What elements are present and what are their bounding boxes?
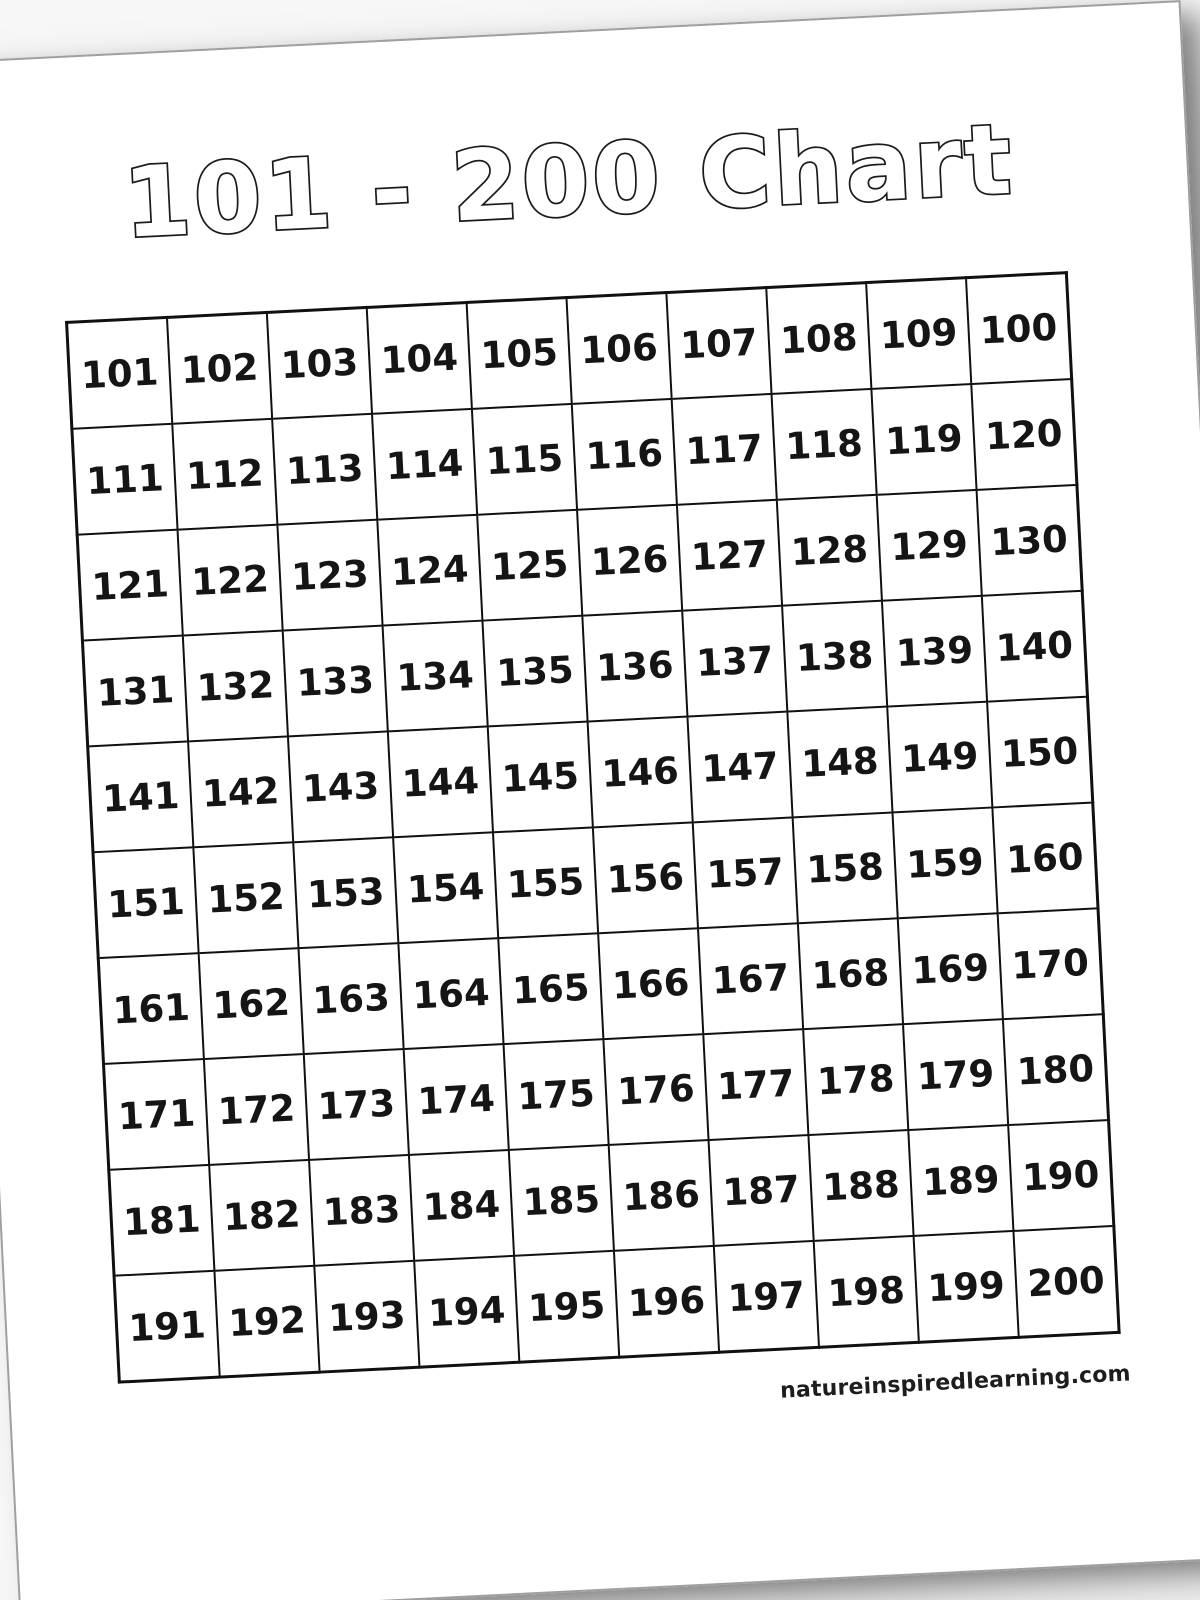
grid-cell: 180 <box>1003 1014 1109 1125</box>
grid-cell: 173 <box>304 1049 409 1160</box>
grid-cell: 191 <box>114 1271 220 1382</box>
grid-cell: 149 <box>887 702 992 813</box>
grid-cell: 167 <box>698 923 803 1034</box>
website-credit: natureinspiredlearning.com <box>779 1361 1132 1404</box>
grid-cell: 172 <box>204 1054 309 1165</box>
grid-cell: 150 <box>987 697 1093 808</box>
grid-cell: 162 <box>199 948 304 1059</box>
grid-cell: 198 <box>814 1236 919 1347</box>
grid-cell: 196 <box>614 1246 719 1357</box>
grid-cell: 101 <box>67 317 173 428</box>
grid-cell: 184 <box>409 1150 514 1261</box>
grid-cell: 124 <box>377 515 482 626</box>
grid-cell: 183 <box>309 1155 414 1266</box>
grid-cell: 181 <box>109 1165 215 1276</box>
grid-cell: 131 <box>82 636 188 747</box>
grid-cell: 111 <box>72 424 178 535</box>
grid-cell: 178 <box>803 1024 908 1135</box>
grid-cell: 120 <box>971 379 1077 490</box>
grid-cell: 116 <box>572 399 677 510</box>
grid-cell: 161 <box>98 953 204 1064</box>
grid-cell: 134 <box>383 621 488 732</box>
number-grid <box>65 271 1121 1384</box>
grid-cell: 168 <box>798 918 903 1029</box>
grid-cell: 136 <box>582 611 687 722</box>
grid-cell: 119 <box>871 384 976 495</box>
grid-cell: 135 <box>482 616 587 727</box>
grid-cell: 106 <box>566 293 671 404</box>
grid-cell: 141 <box>88 741 194 852</box>
grid-cell: 140 <box>982 591 1088 702</box>
grid-cell: 182 <box>209 1160 314 1271</box>
grid-cell: 139 <box>882 596 987 707</box>
grid-cell: 152 <box>193 842 298 953</box>
grid-cell: 200 <box>1013 1226 1119 1337</box>
grid-cell: 117 <box>672 394 777 505</box>
grid-cell: 115 <box>472 404 577 515</box>
grid-cell: 158 <box>793 812 898 923</box>
grid-cell: 121 <box>77 530 183 641</box>
grid-cell: 107 <box>666 288 771 399</box>
grid-cell: 174 <box>404 1044 509 1155</box>
grid-cell: 132 <box>183 631 288 742</box>
grid-cell: 142 <box>188 736 293 847</box>
grid-cell: 146 <box>588 717 693 828</box>
grid-cell: 166 <box>598 928 703 1039</box>
grid-cell: 187 <box>709 1135 814 1246</box>
grid-cell: 165 <box>498 933 603 1044</box>
grid-cell: 189 <box>908 1125 1013 1236</box>
grid-cell: 177 <box>703 1029 808 1140</box>
grid-cell: 130 <box>977 485 1083 596</box>
grid-cell: 100 <box>966 273 1072 384</box>
grid-cell: 125 <box>477 510 582 621</box>
grid-cell: 118 <box>772 389 877 500</box>
grid-cell: 133 <box>283 626 388 737</box>
grid-cell: 113 <box>272 414 377 525</box>
grid-cell: 192 <box>214 1266 319 1377</box>
grid-cell: 175 <box>504 1039 609 1150</box>
grid-cell: 195 <box>514 1251 619 1362</box>
grid-cell: 159 <box>892 807 997 918</box>
page-title: 101 - 200 Chart <box>120 102 1017 260</box>
grid-cell: 164 <box>398 938 503 1049</box>
grid-cell: 176 <box>603 1034 708 1145</box>
grid-cell: 179 <box>903 1019 1008 1130</box>
grid-cell: 186 <box>609 1140 714 1251</box>
grid-cell: 102 <box>167 312 272 423</box>
grid-cell: 194 <box>414 1256 519 1367</box>
grid-cell: 193 <box>314 1261 419 1372</box>
grid-cell: 126 <box>577 505 682 616</box>
grid-cell: 156 <box>593 822 698 933</box>
grid-cell: 190 <box>1008 1120 1114 1231</box>
grid-cell: 169 <box>898 913 1003 1024</box>
grid-cell: 153 <box>293 837 398 948</box>
grid-cell: 160 <box>992 802 1098 913</box>
grid-cell: 155 <box>493 827 598 938</box>
grid-cell: 105 <box>467 298 572 409</box>
grid-cell: 104 <box>367 303 472 414</box>
grid-cell: 109 <box>866 278 971 389</box>
grid-cell: 112 <box>172 419 277 530</box>
grid-cell: 129 <box>877 490 982 601</box>
grid-cell: 197 <box>714 1241 819 1352</box>
grid-cell: 137 <box>682 606 787 717</box>
grid-cell: 114 <box>372 409 477 520</box>
grid-cell: 145 <box>488 722 593 833</box>
grid-cell: 185 <box>509 1145 614 1256</box>
grid-cell: 138 <box>782 601 887 712</box>
grid-cell: 151 <box>93 847 199 958</box>
grid-cell: 147 <box>687 712 792 823</box>
grid-cell: 154 <box>393 832 498 943</box>
grid-cell: 148 <box>787 707 892 818</box>
grid-cell: 122 <box>178 525 283 636</box>
grid-cell: 157 <box>693 817 798 928</box>
grid-cell: 188 <box>808 1130 913 1241</box>
grid-cell: 143 <box>288 731 393 842</box>
grid-cell: 163 <box>298 943 403 1054</box>
grid-cell: 144 <box>388 726 493 837</box>
grid-cell: 123 <box>277 520 382 631</box>
grid-cell: 127 <box>677 500 782 611</box>
grid-cell: 128 <box>777 495 882 606</box>
grid-cell: 108 <box>766 283 871 394</box>
grid-cell: 170 <box>998 908 1104 1019</box>
grid-cell: 103 <box>267 307 372 418</box>
grid-cell: 199 <box>914 1231 1019 1342</box>
grid-cell: 171 <box>104 1059 210 1170</box>
